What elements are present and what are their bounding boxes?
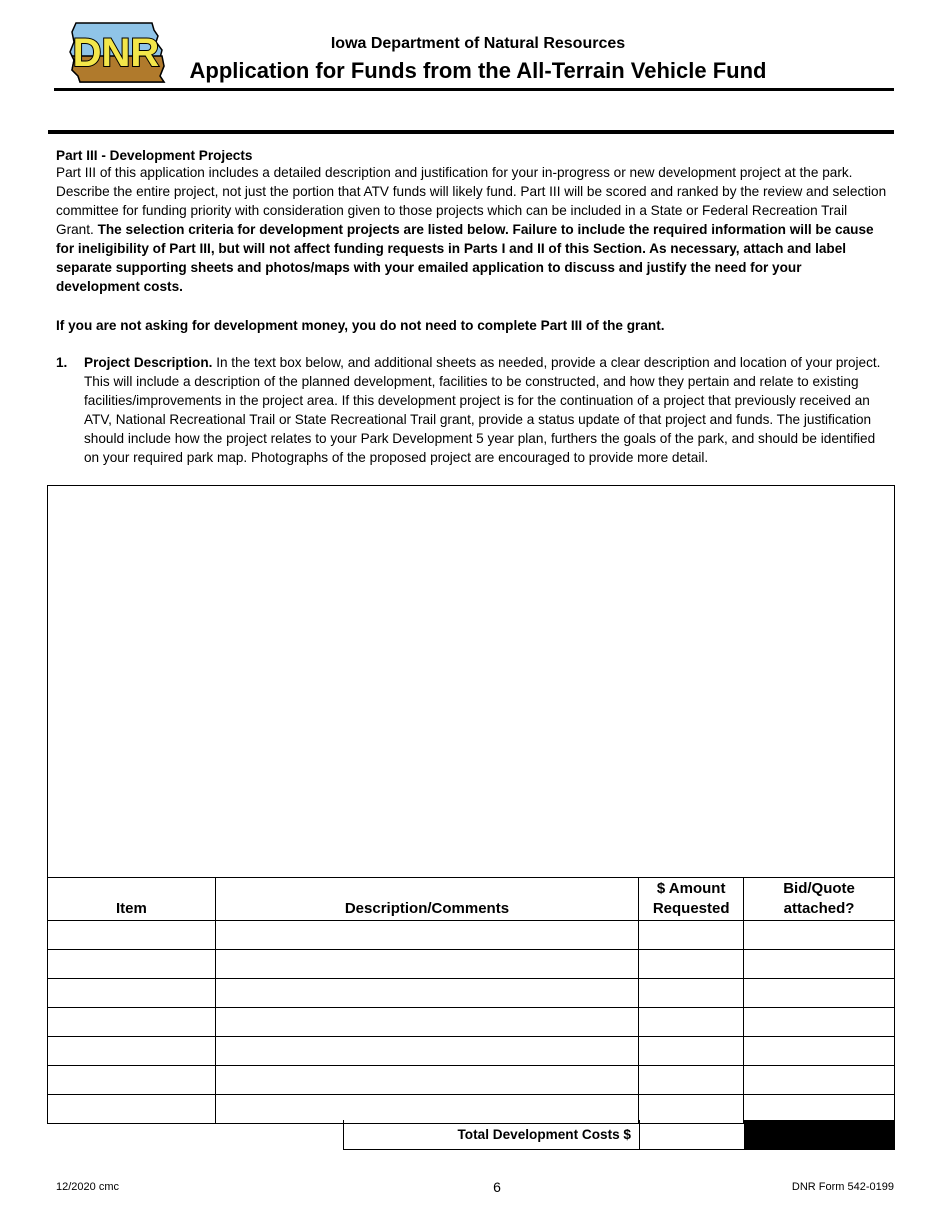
amount-cell[interactable] [639, 1008, 744, 1037]
description-cell[interactable] [215, 979, 638, 1008]
table-row [48, 979, 895, 1008]
logo-text: DNR [72, 31, 160, 75]
description-cell[interactable] [215, 1037, 638, 1066]
header-rule [54, 88, 894, 91]
bid-cell[interactable] [744, 950, 895, 979]
department-name: Iowa Department of Natural Resources [330, 35, 626, 52]
amount-cell[interactable] [639, 1066, 744, 1095]
table-row [48, 950, 895, 979]
bid-cell[interactable] [744, 1008, 895, 1037]
amount-cell[interactable] [639, 921, 744, 950]
item-cell[interactable] [48, 979, 216, 1008]
item-text: In the text box below, and additional sheets as needed, provide a clear description and location of your project. This will include a description of the planned development, facilities to be constructed, and how they pertain and relate to existing facilities/improvements in the project area. If this development project is for the continuation of a project that previously received an ATV, National Recreational Trail or State Recreational Trail grant, provide a status update of that project and funds. The justification should include how the project relates to your Park Development 5 year plan, furthers the goals of the park, and should be identified on your required park map. Photographs of the proposed project are encouraged to provide more detail. [84, 355, 881, 465]
item-cell[interactable] [48, 1008, 216, 1037]
part3-intro-bold: The selection criteria for development projects are listed below. Failure to include the required information will be cause for ineligibility of Part III, but will not affect funding requests in Parts I and II of this Section. As necessary, attach and label separate supporting sheets and photos/maps with your emailed application to discuss and justify the need for your development costs. [56, 222, 874, 294]
table-row [48, 1066, 895, 1095]
section-rule [48, 130, 894, 134]
item-number: 1. [56, 355, 68, 370]
project-description-instructions [56, 353, 882, 467]
item-cell[interactable] [48, 1037, 216, 1066]
form-number: DNR Form 542-0199 [791, 1181, 894, 1193]
bid-cell[interactable] [744, 979, 895, 1008]
description-cell[interactable] [215, 1066, 638, 1095]
part3-intro [56, 163, 888, 296]
bid-cell[interactable] [744, 921, 895, 950]
table-header-row [48, 878, 895, 921]
header-bid-quote: Bid/Quote attached? [744, 878, 895, 921]
table-row [48, 1008, 895, 1037]
item-cell[interactable] [48, 950, 216, 979]
part3-not-asking-note: If you are not asking for development money, you do not need to complete Part III of the grant. [56, 318, 665, 333]
item-cell[interactable] [48, 1095, 216, 1124]
part3-heading: Part III - Development Projects [56, 148, 253, 163]
amount-cell[interactable] [639, 979, 744, 1008]
bid-cell[interactable] [744, 1037, 895, 1066]
item-cell[interactable] [48, 921, 216, 950]
page-number: 6 [493, 1179, 501, 1195]
table-row [48, 1037, 895, 1066]
amount-cell[interactable] [639, 950, 744, 979]
total-blackout-cell [744, 1120, 895, 1150]
header-amount: $ Amount Requested [639, 878, 744, 921]
item-cell[interactable] [48, 1066, 216, 1095]
table-row [48, 921, 895, 950]
header-description: Description/Comments [215, 878, 638, 921]
description-cell[interactable] [215, 950, 638, 979]
amount-cell[interactable] [639, 1037, 744, 1066]
form-title: Application for Funds from the All-Terrain Vehicle Fund [189, 58, 767, 83]
total-costs-label: Total Development Costs $ [343, 1120, 640, 1150]
development-costs-table [47, 877, 895, 1124]
project-description-textbox[interactable] [47, 485, 895, 878]
description-cell[interactable] [215, 921, 638, 950]
bid-cell[interactable] [744, 1066, 895, 1095]
header-item: Item [48, 878, 216, 921]
total-costs-field[interactable] [639, 1120, 745, 1150]
item-lead: Project Description. [84, 355, 213, 370]
part3-intro-plain: Part III of this application includes a detailed description and justification for your in-progress or new development project at the park. Describe the entire project, not just the portion that ATV funds will likely fund. Part III will be scored and ranked by the review and selection committee for funding priority with consideration given to those projects which can be included in a State or Federal Recreation Trail Grant. [56, 165, 887, 237]
description-cell[interactable] [215, 1008, 638, 1037]
footer-revision: 12/2020 cmc [56, 1181, 119, 1193]
